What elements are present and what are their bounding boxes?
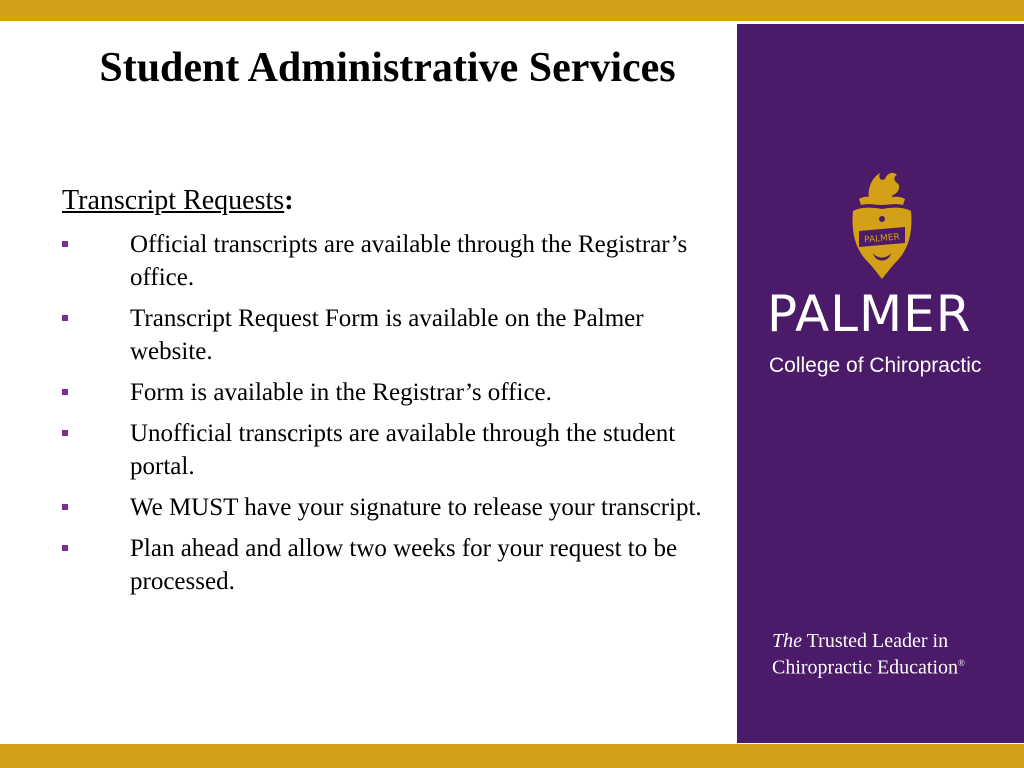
bottom-accent-bar bbox=[0, 744, 1024, 768]
bullet-marker bbox=[62, 389, 68, 395]
subheading-colon: : bbox=[284, 185, 294, 216]
registered-mark: ® bbox=[958, 658, 965, 668]
slide-title: Student Administrative Services bbox=[99, 45, 676, 91]
bullet-marker bbox=[62, 315, 68, 321]
bullet-marker bbox=[62, 504, 68, 510]
crest-lettering: PALMER bbox=[863, 232, 901, 246]
bullet-marker bbox=[62, 241, 68, 247]
tagline-line2: Chiropractic Education bbox=[772, 656, 959, 679]
list-item bbox=[62, 417, 727, 483]
tagline-emphasis: The bbox=[772, 630, 802, 652]
bullet-text: Plan ahead and allow two weeks for your request to be processed. bbox=[130, 535, 678, 595]
brand-panel bbox=[737, 24, 1024, 743]
subheading-text: Transcript Requests bbox=[62, 185, 285, 216]
bullet-marker bbox=[62, 545, 68, 551]
bullet-text: Official transcripts are available through the Registrar’s office. bbox=[130, 231, 688, 291]
section-subheading bbox=[62, 184, 294, 218]
list-item bbox=[62, 532, 727, 598]
bullet-marker bbox=[62, 430, 68, 436]
brand-tagline bbox=[772, 630, 1017, 679]
bullet-list bbox=[62, 228, 727, 606]
list-item bbox=[62, 302, 727, 368]
brand-subtitle: College of Chiropractic bbox=[769, 354, 982, 377]
list-item bbox=[62, 491, 727, 524]
bullet-text: Transcript Request Form is available on the Palmer website. bbox=[130, 305, 644, 365]
brand-name: PALMER bbox=[767, 285, 972, 343]
top-accent-bar bbox=[0, 0, 1024, 21]
bullet-text: We MUST have your signature to release your transcript. bbox=[130, 494, 702, 521]
bullet-text: Unofficial transcripts are available through the student portal. bbox=[130, 420, 676, 480]
bullet-text: Form is available in the Registrar’s office. bbox=[130, 379, 552, 406]
list-item bbox=[62, 228, 727, 294]
tagline-line1: Trusted Leader in bbox=[806, 630, 949, 652]
list-item bbox=[62, 376, 727, 409]
palmer-crest-icon bbox=[847, 169, 917, 284]
